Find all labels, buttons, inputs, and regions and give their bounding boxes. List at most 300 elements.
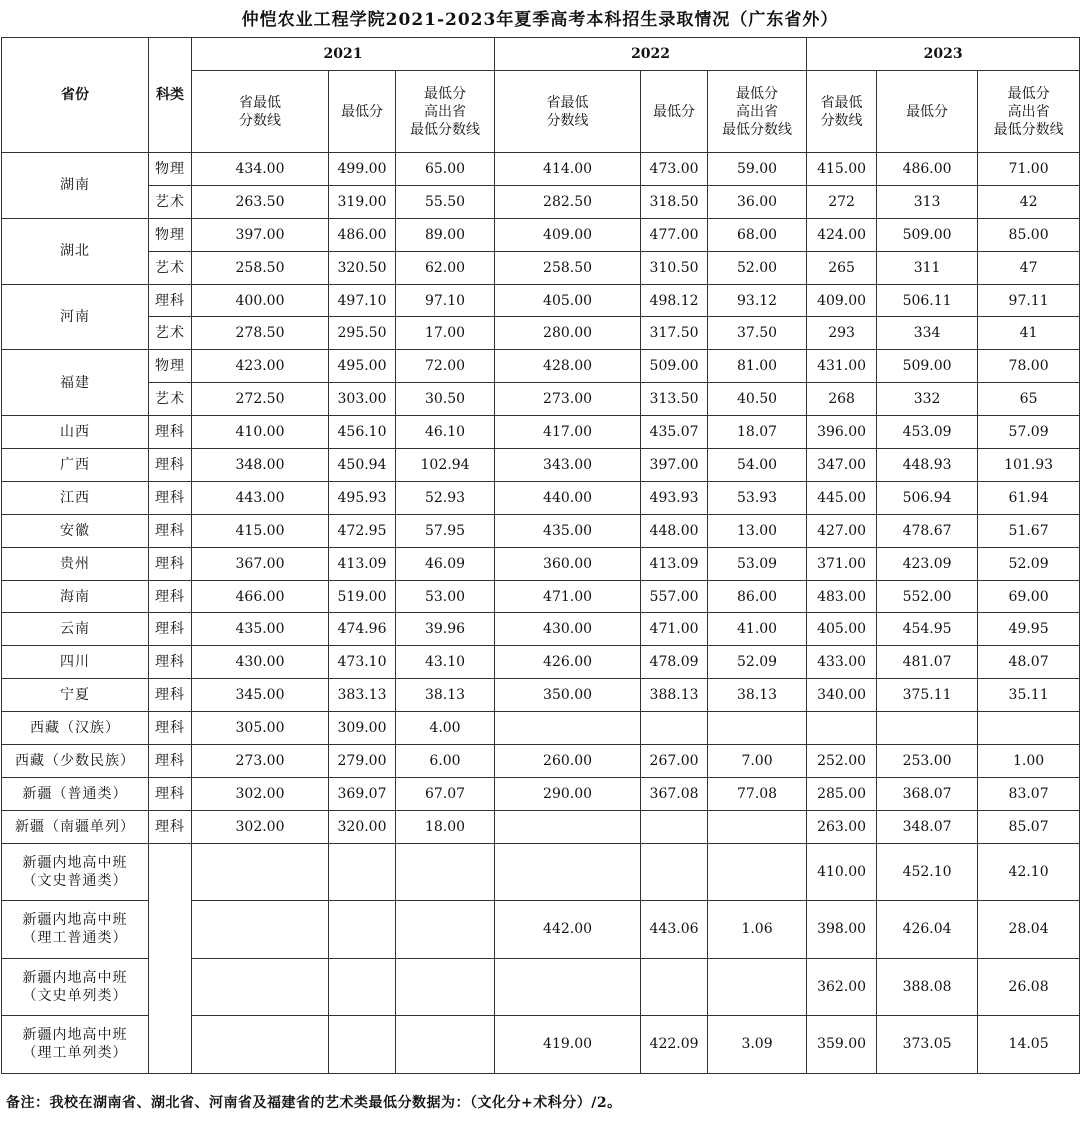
category-cell	[149, 843, 192, 1073]
province-cell: 新疆内地高中班 （理工普通类）	[2, 901, 149, 959]
province-cell: 四川	[2, 646, 149, 679]
score-cell: 39.96	[396, 613, 495, 646]
score-cell: 343.00	[495, 449, 641, 482]
table-row	[2, 514, 1080, 547]
score-cell: 26.08	[978, 958, 1080, 1016]
province-cell: 新疆（普通类）	[2, 777, 149, 810]
score-cell: 405.00	[807, 613, 877, 646]
score-cell	[641, 843, 708, 901]
category-cell: 物理	[149, 218, 192, 251]
score-cell: 18.00	[396, 810, 495, 843]
score-cell: 41	[978, 317, 1080, 350]
score-cell: 415.00	[192, 514, 329, 547]
score-cell: 1.00	[978, 745, 1080, 778]
score-cell: 53.00	[396, 580, 495, 613]
column-header: 省最低 分数线	[807, 71, 877, 153]
score-cell: 397.00	[641, 449, 708, 482]
score-cell: 97.11	[978, 284, 1080, 317]
province-cell: 湖南	[2, 153, 149, 219]
score-cell: 318.50	[641, 185, 708, 218]
score-cell: 347.00	[807, 449, 877, 482]
category-cell: 理科	[149, 646, 192, 679]
score-cell: 13.00	[708, 514, 807, 547]
score-cell: 317.50	[641, 317, 708, 350]
score-cell: 302.00	[192, 777, 329, 810]
score-cell	[877, 712, 978, 745]
score-cell: 427.00	[807, 514, 877, 547]
score-cell: 397.00	[192, 218, 329, 251]
year-header-2022: 2022	[495, 38, 807, 71]
province-cell: 广西	[2, 449, 149, 482]
table-row	[2, 284, 1080, 317]
score-cell: 52.09	[978, 547, 1080, 580]
score-cell: 417.00	[495, 416, 641, 449]
score-cell: 267.00	[641, 745, 708, 778]
admission-table	[1, 37, 1080, 1074]
score-cell: 85.00	[978, 218, 1080, 251]
score-cell: 506.11	[877, 284, 978, 317]
score-cell	[495, 843, 641, 901]
score-cell: 473.10	[329, 646, 396, 679]
score-cell: 426.00	[495, 646, 641, 679]
province-cell: 新疆内地高中班 （文史单列类）	[2, 958, 149, 1016]
score-cell	[641, 712, 708, 745]
score-cell: 557.00	[641, 580, 708, 613]
score-cell: 28.04	[978, 901, 1080, 959]
score-cell: 68.00	[708, 218, 807, 251]
score-cell: 4.00	[396, 712, 495, 745]
score-cell: 495.93	[329, 481, 396, 514]
category-cell: 理科	[149, 613, 192, 646]
score-cell: 86.00	[708, 580, 807, 613]
score-cell: 310.50	[641, 251, 708, 284]
score-cell: 53.09	[708, 547, 807, 580]
score-cell: 309.00	[329, 712, 396, 745]
score-cell: 478.09	[641, 646, 708, 679]
score-cell: 273.00	[192, 745, 329, 778]
score-cell: 81.00	[708, 350, 807, 383]
score-cell: 319.00	[329, 185, 396, 218]
score-cell: 396.00	[807, 416, 877, 449]
table-row	[2, 745, 1080, 778]
province-cell: 宁夏	[2, 679, 149, 712]
province-cell: 江西	[2, 481, 149, 514]
column-header: 最低分	[641, 71, 708, 153]
category-cell: 理科	[149, 514, 192, 547]
score-cell: 97.10	[396, 284, 495, 317]
score-cell	[192, 901, 329, 959]
score-cell: 400.00	[192, 284, 329, 317]
score-cell: 55.50	[396, 185, 495, 218]
score-cell: 493.93	[641, 481, 708, 514]
score-cell: 258.50	[192, 251, 329, 284]
score-cell: 78.00	[978, 350, 1080, 383]
score-cell: 252.00	[807, 745, 877, 778]
category-cell: 物理	[149, 350, 192, 383]
score-cell: 452.10	[877, 843, 978, 901]
score-cell: 405.00	[495, 284, 641, 317]
year-header-2021: 2021	[192, 38, 495, 71]
score-cell: 486.00	[877, 153, 978, 186]
score-cell: 367.08	[641, 777, 708, 810]
score-cell: 69.00	[978, 580, 1080, 613]
table-row	[2, 481, 1080, 514]
category-cell: 理科	[149, 284, 192, 317]
score-cell: 375.11	[877, 679, 978, 712]
table-row	[2, 416, 1080, 449]
score-cell: 388.08	[877, 958, 978, 1016]
score-cell: 448.93	[877, 449, 978, 482]
score-cell: 552.00	[877, 580, 978, 613]
score-cell: 320.00	[329, 810, 396, 843]
table-row	[2, 185, 1080, 218]
score-cell: 40.50	[708, 383, 807, 416]
score-cell: 448.00	[641, 514, 708, 547]
score-cell: 435.07	[641, 416, 708, 449]
score-cell	[192, 958, 329, 1016]
score-cell: 415.00	[807, 153, 877, 186]
score-cell: 1.06	[708, 901, 807, 959]
score-cell: 320.50	[329, 251, 396, 284]
score-cell: 51.67	[978, 514, 1080, 547]
category-cell: 艺术	[149, 383, 192, 416]
score-cell: 495.00	[329, 350, 396, 383]
score-cell: 486.00	[329, 218, 396, 251]
score-cell: 348.07	[877, 810, 978, 843]
category-cell: 艺术	[149, 185, 192, 218]
score-cell: 499.00	[329, 153, 396, 186]
score-cell: 293	[807, 317, 877, 350]
province-cell: 安徽	[2, 514, 149, 547]
category-cell: 理科	[149, 547, 192, 580]
score-cell: 35.11	[978, 679, 1080, 712]
score-cell	[495, 810, 641, 843]
score-cell: 311	[877, 251, 978, 284]
score-cell	[329, 1016, 396, 1074]
score-cell	[329, 958, 396, 1016]
score-cell	[641, 958, 708, 1016]
score-cell	[329, 901, 396, 959]
category-header: 科类	[149, 38, 192, 153]
table-row	[2, 350, 1080, 383]
score-cell: 497.10	[329, 284, 396, 317]
score-cell: 431.00	[807, 350, 877, 383]
score-cell: 52.93	[396, 481, 495, 514]
score-cell	[396, 1016, 495, 1074]
category-cell: 理科	[149, 481, 192, 514]
column-header: 最低分 高出省 最低分数线	[978, 71, 1080, 153]
score-cell: 260.00	[495, 745, 641, 778]
score-cell	[495, 712, 641, 745]
category-cell: 理科	[149, 679, 192, 712]
score-cell: 454.95	[877, 613, 978, 646]
score-cell: 71.00	[978, 153, 1080, 186]
score-cell	[396, 843, 495, 901]
score-cell: 57.09	[978, 416, 1080, 449]
score-cell: 273.00	[495, 383, 641, 416]
score-cell: 272.50	[192, 383, 329, 416]
score-cell: 278.50	[192, 317, 329, 350]
score-cell: 483.00	[807, 580, 877, 613]
score-cell: 47	[978, 251, 1080, 284]
table-row	[2, 679, 1080, 712]
score-cell: 466.00	[192, 580, 329, 613]
score-cell: 83.07	[978, 777, 1080, 810]
score-cell: 423.00	[192, 350, 329, 383]
score-cell: 471.00	[495, 580, 641, 613]
score-cell: 17.00	[396, 317, 495, 350]
score-cell: 473.00	[641, 153, 708, 186]
score-cell: 61.94	[978, 481, 1080, 514]
province-cell: 湖北	[2, 218, 149, 284]
score-cell: 65.00	[396, 153, 495, 186]
score-cell: 30.50	[396, 383, 495, 416]
table-row	[2, 646, 1080, 679]
score-cell: 36.00	[708, 185, 807, 218]
score-cell: 345.00	[192, 679, 329, 712]
score-cell: 440.00	[495, 481, 641, 514]
score-cell: 426.04	[877, 901, 978, 959]
score-cell: 41.00	[708, 613, 807, 646]
score-cell: 348.00	[192, 449, 329, 482]
score-cell: 481.07	[877, 646, 978, 679]
score-cell: 102.94	[396, 449, 495, 482]
column-header: 最低分 高出省 最低分数线	[396, 71, 495, 153]
score-cell: 280.00	[495, 317, 641, 350]
page-title: 仲恺农业工程学院2021-2023年夏季高考本科招生录取情况（广东省外）	[241, 10, 839, 30]
score-cell: 334	[877, 317, 978, 350]
score-cell: 89.00	[396, 218, 495, 251]
score-cell: 46.10	[396, 416, 495, 449]
column-header: 最低分 高出省 最低分数线	[708, 71, 807, 153]
table-row	[2, 383, 1080, 416]
score-cell: 272	[807, 185, 877, 218]
score-cell: 360.00	[495, 547, 641, 580]
score-cell	[192, 843, 329, 901]
score-cell: 302.00	[192, 810, 329, 843]
province-cell: 新疆（南疆单列）	[2, 810, 149, 843]
score-cell: 332	[877, 383, 978, 416]
score-cell: 443.00	[192, 481, 329, 514]
table-row	[2, 547, 1080, 580]
score-cell: 506.94	[877, 481, 978, 514]
score-cell	[396, 958, 495, 1016]
score-cell: 423.09	[877, 547, 978, 580]
province-cell: 云南	[2, 613, 149, 646]
score-cell: 93.12	[708, 284, 807, 317]
score-cell: 14.05	[978, 1016, 1080, 1074]
score-cell: 369.07	[329, 777, 396, 810]
score-cell	[978, 712, 1080, 745]
score-cell: 279.00	[329, 745, 396, 778]
category-cell: 物理	[149, 153, 192, 186]
score-cell: 398.00	[807, 901, 877, 959]
province-cell: 西藏（汉族）	[2, 712, 149, 745]
score-cell: 37.50	[708, 317, 807, 350]
score-cell: 282.50	[495, 185, 641, 218]
score-cell: 268	[807, 383, 877, 416]
table-row	[2, 843, 1080, 901]
table-row	[2, 317, 1080, 350]
score-cell: 424.00	[807, 218, 877, 251]
score-cell: 265	[807, 251, 877, 284]
score-cell	[329, 843, 396, 901]
province-cell: 贵州	[2, 547, 149, 580]
score-cell: 409.00	[495, 218, 641, 251]
score-cell: 67.07	[396, 777, 495, 810]
score-cell: 85.07	[978, 810, 1080, 843]
score-cell: 477.00	[641, 218, 708, 251]
score-cell: 350.00	[495, 679, 641, 712]
score-cell: 38.13	[708, 679, 807, 712]
score-cell: 509.00	[877, 218, 978, 251]
score-cell: 18.07	[708, 416, 807, 449]
column-header: 省最低 分数线	[192, 71, 329, 153]
table-row	[2, 251, 1080, 284]
score-cell: 388.13	[641, 679, 708, 712]
table-row	[2, 613, 1080, 646]
score-cell: 419.00	[495, 1016, 641, 1074]
table-row	[2, 580, 1080, 613]
score-cell: 410.00	[192, 416, 329, 449]
score-cell: 49.95	[978, 613, 1080, 646]
score-cell: 62.00	[396, 251, 495, 284]
score-cell: 435.00	[495, 514, 641, 547]
score-cell: 359.00	[807, 1016, 877, 1074]
table-row	[2, 777, 1080, 810]
score-cell: 313	[877, 185, 978, 218]
score-cell: 362.00	[807, 958, 877, 1016]
score-cell: 471.00	[641, 613, 708, 646]
score-cell: 46.09	[396, 547, 495, 580]
score-cell: 414.00	[495, 153, 641, 186]
score-cell: 383.13	[329, 679, 396, 712]
score-cell: 54.00	[708, 449, 807, 482]
score-cell: 52.09	[708, 646, 807, 679]
score-cell: 413.09	[329, 547, 396, 580]
province-cell: 山西	[2, 416, 149, 449]
score-cell: 305.00	[192, 712, 329, 745]
score-cell: 519.00	[329, 580, 396, 613]
score-cell: 313.50	[641, 383, 708, 416]
province-cell: 新疆内地高中班 （理工单列类）	[2, 1016, 149, 1074]
table-row	[2, 153, 1080, 186]
score-cell: 434.00	[192, 153, 329, 186]
score-cell: 7.00	[708, 745, 807, 778]
score-cell: 373.05	[877, 1016, 978, 1074]
score-cell: 59.00	[708, 153, 807, 186]
score-cell: 52.00	[708, 251, 807, 284]
category-cell: 艺术	[149, 251, 192, 284]
score-cell: 101.93	[978, 449, 1080, 482]
table-row	[2, 712, 1080, 745]
province-header: 省份	[2, 38, 149, 153]
year-header-2023: 2023	[807, 38, 1080, 71]
score-cell: 433.00	[807, 646, 877, 679]
province-cell: 西藏（少数民族）	[2, 745, 149, 778]
score-cell: 445.00	[807, 481, 877, 514]
score-cell: 410.00	[807, 843, 877, 901]
score-cell: 472.95	[329, 514, 396, 547]
score-cell	[495, 958, 641, 1016]
score-cell: 368.07	[877, 777, 978, 810]
score-cell: 456.10	[329, 416, 396, 449]
score-cell	[708, 712, 807, 745]
score-cell: 303.00	[329, 383, 396, 416]
score-cell	[641, 810, 708, 843]
column-header: 最低分	[329, 71, 396, 153]
score-cell: 263.00	[807, 810, 877, 843]
score-cell	[192, 1016, 329, 1074]
score-cell: 6.00	[396, 745, 495, 778]
score-cell: 258.50	[495, 251, 641, 284]
score-cell	[708, 810, 807, 843]
score-cell: 453.09	[877, 416, 978, 449]
score-cell: 413.09	[641, 547, 708, 580]
score-cell: 430.00	[495, 613, 641, 646]
score-cell: 42	[978, 185, 1080, 218]
score-cell	[807, 712, 877, 745]
category-cell: 理科	[149, 449, 192, 482]
score-cell: 38.13	[396, 679, 495, 712]
score-cell: 72.00	[396, 350, 495, 383]
score-cell: 509.00	[877, 350, 978, 383]
score-cell: 77.08	[708, 777, 807, 810]
score-cell: 295.50	[329, 317, 396, 350]
score-cell: 371.00	[807, 547, 877, 580]
score-cell	[396, 901, 495, 959]
score-cell: 263.50	[192, 185, 329, 218]
table-row	[2, 810, 1080, 843]
score-cell: 367.00	[192, 547, 329, 580]
score-cell: 53.93	[708, 481, 807, 514]
province-cell: 福建	[2, 350, 149, 416]
score-cell: 442.00	[495, 901, 641, 959]
category-cell: 理科	[149, 580, 192, 613]
category-cell: 理科	[149, 777, 192, 810]
province-cell: 海南	[2, 580, 149, 613]
column-header: 省最低 分数线	[495, 71, 641, 153]
category-cell: 艺术	[149, 317, 192, 350]
table-row	[2, 218, 1080, 251]
score-cell: 65	[978, 383, 1080, 416]
score-cell: 430.00	[192, 646, 329, 679]
score-cell: 285.00	[807, 777, 877, 810]
province-cell: 河南	[2, 284, 149, 350]
score-cell: 42.10	[978, 843, 1080, 901]
score-cell: 435.00	[192, 613, 329, 646]
category-cell: 理科	[149, 745, 192, 778]
score-cell: 340.00	[807, 679, 877, 712]
footnote: 备注：我校在湖南省、湖北省、河南省及福建省的艺术类最低分数据为：（文化分+术科分）/2。	[6, 1095, 622, 1111]
score-cell: 443.06	[641, 901, 708, 959]
category-cell: 理科	[149, 416, 192, 449]
score-cell: 48.07	[978, 646, 1080, 679]
score-cell: 509.00	[641, 350, 708, 383]
score-cell: 43.10	[396, 646, 495, 679]
score-cell: 450.94	[329, 449, 396, 482]
score-cell	[708, 958, 807, 1016]
score-cell: 290.00	[495, 777, 641, 810]
score-cell: 253.00	[877, 745, 978, 778]
table-row	[2, 449, 1080, 482]
column-header: 最低分	[877, 71, 978, 153]
score-cell: 428.00	[495, 350, 641, 383]
score-cell: 3.09	[708, 1016, 807, 1074]
score-cell	[708, 843, 807, 901]
score-cell: 57.95	[396, 514, 495, 547]
score-cell: 498.12	[641, 284, 708, 317]
